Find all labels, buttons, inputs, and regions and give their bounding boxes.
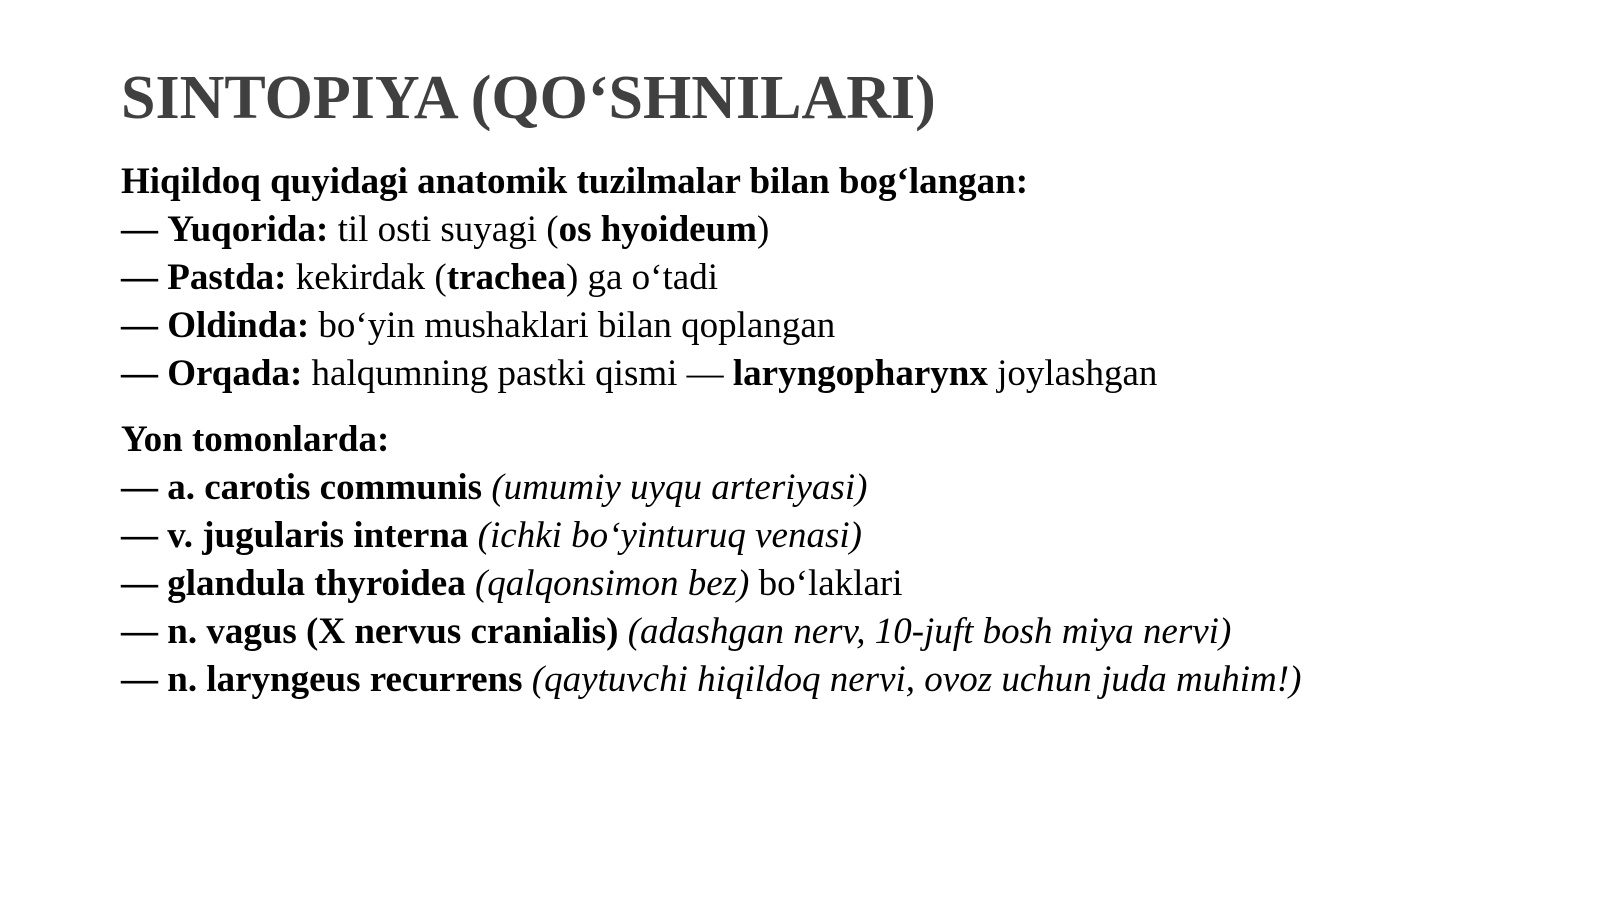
relation-item-lower [121,254,1561,302]
relation-label: Oldinda: [167,305,310,346]
lateral-after: bo‘laklari [749,563,903,604]
relation-term: laryngopharynx [732,353,988,394]
lateral-term: a. carotis communis [167,467,483,508]
dash-bullet: — [121,209,158,250]
dash-bullet: — [121,611,158,652]
relation-label: Yuqorida: [167,209,329,250]
relation-text: ) ga o‘tadi [565,257,718,298]
dash-bullet: — [121,353,158,394]
relation-text: bo‘yin mushaklari bilan qoplangan [309,305,836,346]
lateral-term: v. jugularis interna [167,515,469,556]
relation-text: til osti suyagi ( [328,209,559,250]
slide-body [121,158,1561,704]
lateral-item-thyroid [121,560,1561,608]
relation-label: Pastda: [167,257,287,298]
relation-text: kekirdak ( [286,257,447,298]
relation-item-upper [121,206,1561,254]
relation-text: ) [756,209,770,250]
spacer [121,398,1561,416]
relation-item-front [121,302,1561,350]
lateral-note: (qalqonsimon bez) [474,563,750,604]
lateral-note: (umumiy uyqu arteriyasi) [491,467,868,508]
relation-term: os hyoideum [558,209,757,250]
lateral-term: n. vagus (X nervus cranialis) [167,611,619,652]
lateral-term: glandula thyroidea [167,563,466,604]
lateral-note: (ichki bo‘yinturuq venasi) [477,515,862,556]
dash-bullet: — [121,257,158,298]
relation-item-back [121,350,1561,398]
lateral-heading: Yon tomonlarda: [121,419,390,460]
lateral-note: (adashgan nerv, 10-juft bosh miya nervi) [627,611,1232,652]
relation-label: Orqada: [167,353,303,394]
dash-bullet: — [121,305,158,346]
lateral-item-vagus [121,608,1561,656]
dash-bullet: — [121,659,158,700]
lateral-term: n. laryngeus recurrens [167,659,523,700]
relation-term: trachea [446,257,566,298]
slide-title: SINTOPIYA (QO‘SHNILARI) [121,64,936,132]
dash-bullet: — [121,467,158,508]
relation-text: halqumning pastki qismi — [302,353,733,394]
intro-heading: Hiqildoq quyidagi anatomik tuzilmalar bilan bog‘langan: [121,161,1029,202]
dash-bullet: — [121,515,158,556]
lateral-item-vein [121,512,1561,560]
lateral-note: (qaytuvchi hiqildoq nervi, ovoz uchun juda muhim!) [531,659,1302,700]
lateral-item-artery [121,464,1561,512]
relation-text: joylashgan [987,353,1158,394]
dash-bullet: — [121,563,158,604]
lateral-item-recurrent [121,656,1561,704]
